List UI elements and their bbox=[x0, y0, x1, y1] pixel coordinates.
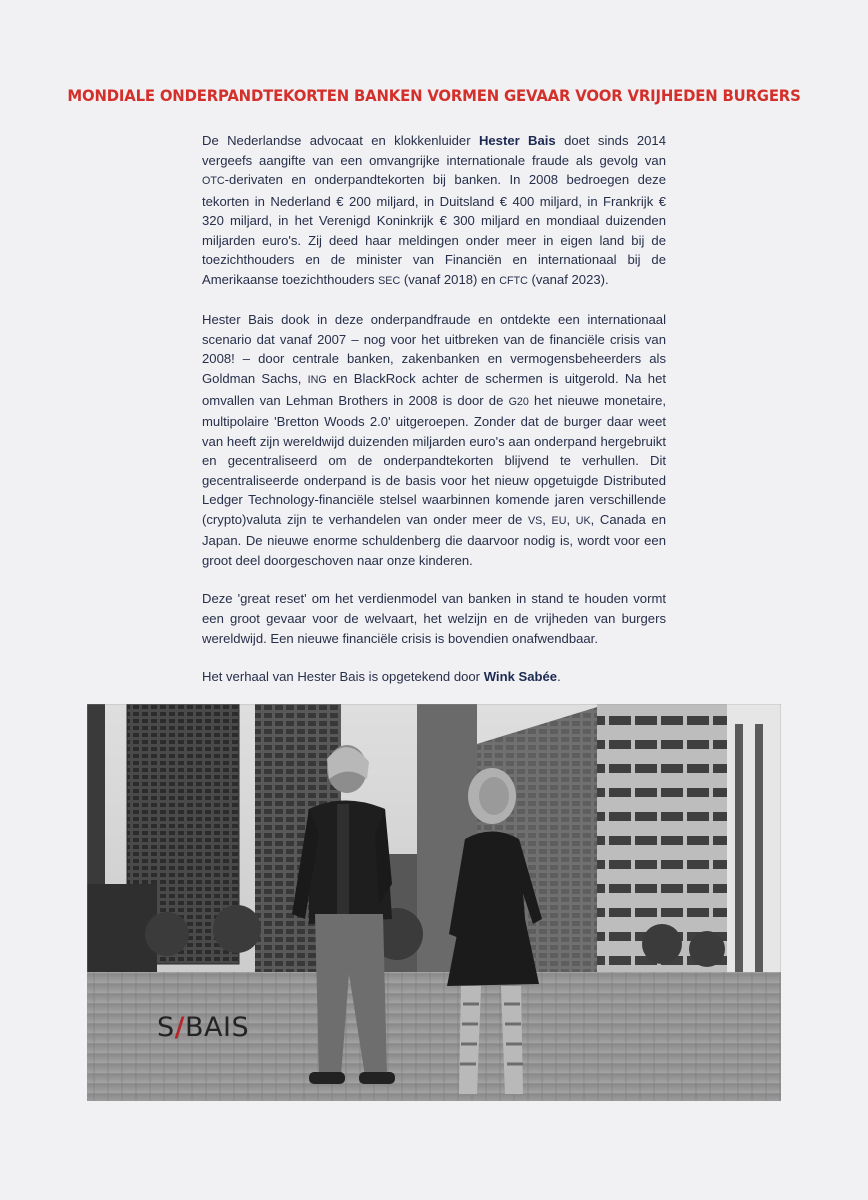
abbreviation: ING bbox=[307, 374, 327, 387]
text-span: , bbox=[566, 511, 576, 527]
text-span: De Nederlandse advocaat en klokkenluider bbox=[202, 133, 479, 148]
author-name: Wink Sabée bbox=[483, 669, 558, 685]
paragraph-3: Deze 'great reset' om het verdienmodel van banken in stand te houden vormt een groot gevaar voor de welvaart, het welzijn en de vrijheden van burgers wereldwijd. Een nieuwe financiële crisis is bovendien onafwendbaar. bbox=[202, 591, 666, 646]
text-span: Het verhaal van Hester Bais is opgetekend door bbox=[202, 669, 484, 685]
text-span: en BlackRock achter de schermen is uitgerold. Na het omvallen van Lehman Brothers in 2008 is door de bbox=[202, 371, 666, 408]
abbreviation: SEC bbox=[378, 274, 401, 287]
cover-photo bbox=[87, 704, 781, 1101]
abbreviation: G20 bbox=[508, 395, 529, 408]
paragraph-2 bbox=[202, 310, 666, 570]
abbreviation: OTC bbox=[202, 175, 225, 188]
text-span: (vanaf 2023). bbox=[527, 271, 609, 287]
paragraph-1 bbox=[202, 131, 666, 291]
text-span: -derivaten en onderpandtekorten bij banken. In 2008 bedroegen deze tekorten in Nederland € 200 miljard, in Duitsland € 400 miljard, in Frankrijk € 320 miljard, in het Verenigd Koninkrijk € 300 miljard en mondiaal duizenden miljarden euro's. Zij deed haar meldingen onder meer in eigen land bij de toezichthouders en de minister van Financiën en internationaal bij de Amerikaanse toezichthouders bbox=[202, 172, 666, 287]
text-span: doet sinds 2014 vergeefs aangifte van een omvangrijke internationale fraude als gevolg van bbox=[202, 133, 666, 168]
sabais-logo: S/BAIS bbox=[157, 1012, 250, 1043]
text-span: (vanaf 2018) en bbox=[400, 271, 500, 287]
abbreviation: UK bbox=[575, 514, 591, 527]
person-name: Hester Bais bbox=[478, 133, 556, 148]
text-span: het nieuwe monetaire, multipolaire 'Bretton Woods 2.0' uitgeroepen. Zonder dat de burger daar weet van heeft zijn wereldwijd duizenden miljarden euro's aan onderpand hergebruikt en gecentraliseerd om de onderpandtekorten blijvend te verhullen. Dit gecentraliseerde onderpand is de basis voor het nieuw opgetuigde Distributed Ledger Technology-financiële stelsel waarbinnen komende jaren verschillende (crypto)valuta zijn te verhandelen van onder meer de bbox=[202, 392, 666, 527]
abbreviation: VS bbox=[527, 514, 543, 527]
page-title: MONDIALE ONDERPANDTEKORTEN BANKEN VORMEN GEVAAR VOOR VRIJHEDEN BURGERS bbox=[67, 86, 801, 105]
text-span: , Canada en Japan. De nieuwe enorme schuldenberg die daarvoor nodig is, wordt voor een groot deel doorgeschoven naar onze kinderen. bbox=[202, 511, 666, 568]
paragraph-4 bbox=[202, 667, 666, 687]
text-span: Hester Bais dook in deze onderpandfraude en ontdekte een internationaal scenario dat vanaf 2007 – nog voor het uitbreken van de financiële crisis van 2008! – door centrale banken, zakenbanken en vermogensbeheerders als Goldman Sachs, bbox=[202, 312, 666, 387]
article-body bbox=[202, 131, 666, 706]
abbreviation: CFTC bbox=[499, 274, 528, 287]
text-span: . bbox=[557, 669, 561, 685]
abbreviation: EU bbox=[551, 514, 567, 527]
text-span: , bbox=[542, 511, 552, 527]
